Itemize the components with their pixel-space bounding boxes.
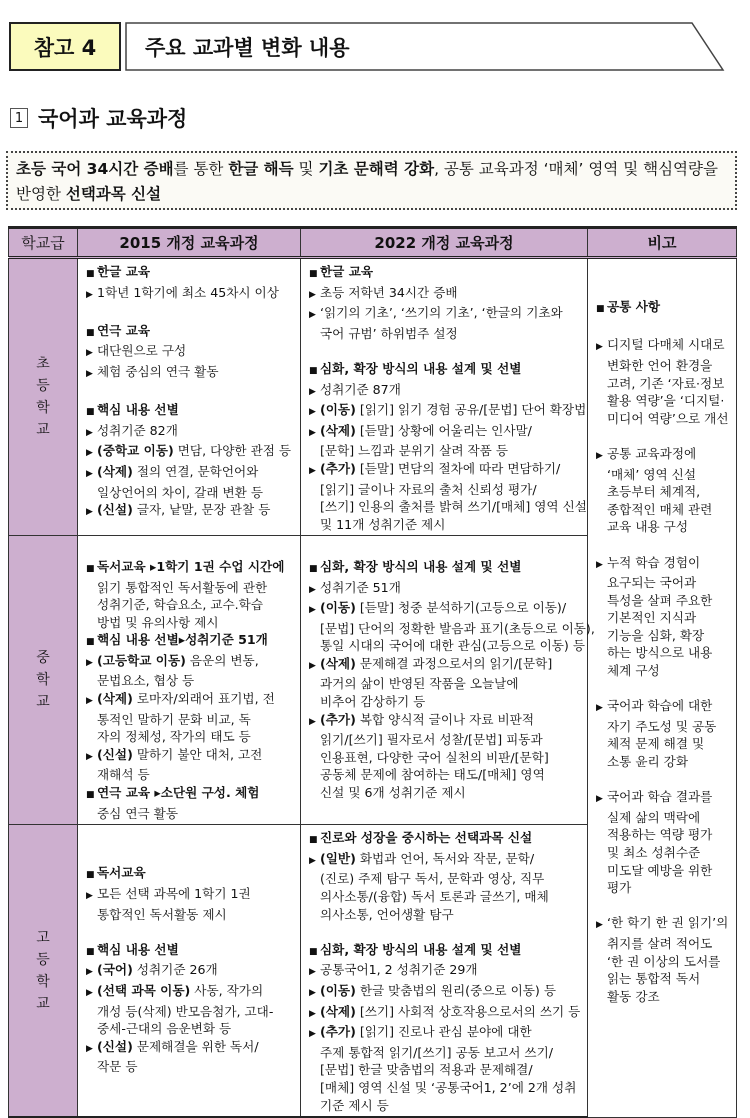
list-item-continuation: 중심 연극 활동 bbox=[97, 805, 178, 821]
list-item-continuation: 방법 및 유의사항 제시 bbox=[97, 614, 219, 630]
triangle-bullet-icon: ▶ bbox=[86, 348, 93, 359]
triangle-bullet-icon: ▶ bbox=[86, 427, 93, 438]
list-item: ▶ 모든 선택 과목에 1학기 1권 bbox=[86, 885, 296, 906]
spacer bbox=[596, 680, 732, 698]
list-item-continuation: 개성 등(삭제) 반모음첨가, 고대- bbox=[97, 1003, 274, 1019]
item-heading: ■ 심화, 확장 방식의 내용 설계 및 선별 bbox=[309, 941, 583, 962]
list-item-continuation: 미디어 역량’으로 개선 bbox=[607, 410, 729, 426]
cell-2022-high bbox=[301, 825, 588, 1117]
list-item-continuation: 기본적인 지식과 bbox=[607, 610, 697, 626]
triangle-bullet-icon: ▶ bbox=[86, 468, 93, 479]
triangle-bullet-icon: ▶ bbox=[309, 1008, 316, 1019]
summary-text: 를 통한 bbox=[173, 160, 229, 178]
list-item: ▶ (삭제) 로마자/외래어 표기법, 전 bbox=[86, 690, 296, 711]
cell-2015-high bbox=[78, 825, 301, 1117]
triangle-bullet-icon: ▶ bbox=[596, 450, 603, 461]
list-item: ▶ (추가) 복합 양식적 글이나 자료 비판적 bbox=[309, 711, 583, 732]
list-item-continuation: (진로) 주제 탐구 독서, 문학과 영상, 직무 bbox=[320, 871, 545, 887]
item-heading: ■ 진로와 성장을 중시하는 선택과목 신설 bbox=[309, 829, 583, 850]
triangle-bullet-icon: ▶ bbox=[86, 1043, 93, 1054]
spacer bbox=[596, 263, 732, 281]
triangle-bullet-icon: ▶ bbox=[309, 716, 316, 727]
list-item-continuation: 평가 bbox=[607, 880, 632, 896]
triangle-bullet-icon: ▶ bbox=[596, 342, 603, 353]
list-item-continuation: 주제 통합적 읽기/[쓰기] 공동 보고서 쓰기/ bbox=[320, 1044, 553, 1060]
list-item: ▶ (삭제) [듣말] 상황에 어울리는 인사말/ bbox=[309, 422, 583, 443]
spacer bbox=[309, 540, 583, 558]
level-label: 초등학교 bbox=[36, 356, 50, 439]
list-item-continuation: 읽기/[쓰기] 필자로서 성찰/[문법] 피동과 bbox=[320, 732, 543, 748]
list-item: ▶ 대단원으로 구성 bbox=[86, 342, 296, 363]
table-header-row bbox=[9, 228, 737, 258]
list-item-continuation: 공동체 문제에 참여하는 태도/[매체] 영역 bbox=[320, 767, 545, 783]
triangle-bullet-icon: ▶ bbox=[309, 855, 316, 866]
item-heading: ■ 심화, 확장 방식의 내용 설계 및 선별 bbox=[309, 360, 583, 381]
list-item: ▶ 성취기준 82개 bbox=[86, 422, 296, 443]
triangle-bullet-icon: ▶ bbox=[309, 465, 316, 476]
triangle-bullet-icon: ▶ bbox=[309, 660, 316, 671]
triangle-bullet-icon: ▶ bbox=[309, 407, 316, 418]
summary-text: 기초 문해력 강화 bbox=[318, 160, 435, 178]
square-bullet-icon: ■ bbox=[86, 407, 95, 418]
spacer bbox=[86, 304, 296, 322]
list-item-continuation: 및 11개 성취기준 제시 bbox=[320, 516, 446, 532]
list-item-continuation: 의사소통/(융합) 독서 토론과 글쓰기, 매체 bbox=[320, 889, 549, 904]
list-item-continuation: 변화한 언어 환경을 bbox=[607, 357, 713, 373]
spacer bbox=[596, 536, 732, 554]
list-item: ▶ 국어과 학습 결과를 bbox=[596, 788, 732, 809]
item-heading: ■ 핵심 내용 선별 bbox=[86, 401, 296, 422]
list-item-continuation: 활용 역량’을 ‘디지털· bbox=[607, 393, 725, 409]
list-item: ▶ 성취기준 51개 bbox=[309, 579, 583, 600]
list-item-continuation: 체적 문제 해결 및 bbox=[607, 736, 705, 752]
triangle-bullet-icon: ▶ bbox=[309, 310, 316, 321]
spacer bbox=[309, 923, 583, 941]
list-item: ▶ 공통 교육과정에 bbox=[596, 445, 732, 466]
triangle-bullet-icon: ▶ bbox=[309, 584, 316, 595]
section-number: 1 bbox=[10, 108, 28, 128]
table-row-elementary bbox=[9, 258, 737, 536]
section-title: 국어과 교육과정 bbox=[38, 107, 188, 131]
list-item: ▶ (이동) 한글 맞춤법의 원리(중으로 이동) 등 bbox=[309, 982, 583, 1003]
header-2015: 2015 개정 교육과정 bbox=[78, 228, 301, 258]
list-item-continuation: 초등부터 체계적, bbox=[607, 484, 701, 500]
list-item-continuation: 읽기 통합적인 독서활동에 관한 bbox=[97, 579, 268, 595]
list-item: ▶ (신설) 말하기 불안 대처, 고전 bbox=[86, 746, 296, 767]
item-heading: ■ 한글 교육 bbox=[309, 263, 583, 284]
list-item-continuation: 성취기준, 학습요소, 교수.학습 bbox=[97, 597, 264, 613]
list-item-continuation: 활동 강조 bbox=[607, 988, 660, 1004]
list-item-continuation: 기능을 심화, 확장 bbox=[607, 627, 705, 643]
summary-box bbox=[6, 151, 737, 210]
list-item: ▶ 국어과 학습에 대한 bbox=[596, 697, 732, 718]
list-item: ▶ 누적 학습 경험이 bbox=[596, 554, 732, 575]
square-bullet-icon: ■ bbox=[309, 269, 318, 279]
list-item-continuation: 취지를 살려 적어도 bbox=[607, 935, 713, 951]
cell-2015-elementary bbox=[78, 258, 301, 536]
list-item-continuation: 실제 삶의 맥락에 bbox=[607, 809, 701, 825]
spacer bbox=[86, 540, 296, 558]
list-item: ▶ (국어) 성취기준 26개 bbox=[86, 961, 296, 982]
item-heading: ■ 연극 교육 ▸소단원 구성. 체험 bbox=[86, 784, 296, 805]
list-item: ▶ ‘한 학기 한 권 읽기’의 bbox=[596, 914, 732, 935]
square-bullet-icon: ■ bbox=[309, 365, 318, 376]
header-level: 학교급 bbox=[9, 228, 78, 258]
list-item-continuation: 통적인 말하기 문화 비교, 독 bbox=[97, 711, 251, 727]
list-item-continuation: ‘한 권 이상의 도서를 bbox=[607, 953, 721, 969]
triangle-bullet-icon: ▶ bbox=[596, 559, 603, 570]
list-item-continuation: [매체] 영역 신설 및 ‘공통국어1, 2’에 2개 성취 bbox=[320, 1079, 577, 1095]
triangle-bullet-icon: ▶ bbox=[86, 657, 93, 668]
level-label: 중학교 bbox=[36, 650, 50, 711]
header-2022: 2022 개정 교육과정 bbox=[301, 228, 588, 258]
list-item: ▶ (삭제) 절의 연결, 문학언어와 bbox=[86, 463, 296, 484]
list-item: ▶ (신설) 글자, 낱말, 문장 관찰 등 bbox=[86, 501, 296, 522]
triangle-bullet-icon: ▶ bbox=[86, 448, 93, 459]
list-item-continuation: 요구되는 국어과 bbox=[607, 575, 697, 591]
spacer bbox=[596, 897, 732, 915]
level-label: 고등학교 bbox=[36, 929, 50, 1012]
page-title: 주요 교과별 변화 내용 bbox=[145, 36, 350, 60]
cell-notes bbox=[588, 258, 737, 1118]
list-item-continuation: [문법] 한글 맞춤법의 적용과 문제해결/ bbox=[320, 1062, 533, 1078]
list-item: ▶ (추가) [듣말] 면담의 절차에 따라 면담하기/ bbox=[309, 460, 583, 481]
triangle-bullet-icon: ▶ bbox=[596, 920, 603, 931]
list-item-continuation: 의사소통, 언어생활 탐구 bbox=[320, 906, 454, 922]
item-heading: ■ 핵심 내용 선별 bbox=[86, 941, 296, 962]
list-item-continuation: 읽는 통합적 독서 bbox=[607, 971, 701, 987]
level-middle bbox=[9, 536, 78, 825]
list-item: ▶ (삭제) [쓰기] 사회적 상호작용으로서의 쓰기 등 bbox=[309, 1003, 583, 1024]
list-item: ▶ 공통국어1, 2 성취기준 29개 bbox=[309, 961, 583, 982]
cell-2015-middle bbox=[78, 536, 301, 825]
list-item-continuation: 미도달 예방을 위한 bbox=[607, 862, 713, 878]
spacer bbox=[596, 281, 732, 299]
list-item-continuation: 하는 방식으로 내용 bbox=[607, 645, 713, 661]
item-heading: ■ 핵심 내용 선별▸성취기준 51개 bbox=[86, 631, 296, 652]
list-item-continuation: ‘매체’ 영역 신설 bbox=[607, 466, 697, 482]
square-bullet-icon: ■ bbox=[309, 946, 318, 957]
item-heading: ■ 심화, 확장 방식의 내용 설계 및 선별 bbox=[309, 558, 583, 579]
list-item: ▶ (이동) [듣말] 청중 분석하기(고등으로 이동)/ bbox=[309, 599, 583, 620]
list-item-continuation: 체계 구성 bbox=[607, 663, 660, 679]
triangle-bullet-icon: ▶ bbox=[86, 751, 93, 762]
page-title-box bbox=[125, 22, 725, 71]
list-item: ▶ (일반) 화법과 언어, 독서와 작문, 문학/ bbox=[309, 850, 583, 871]
list-item-continuation: 소통 윤리 강화 bbox=[607, 754, 688, 770]
list-item-continuation: 기준 제시 등 bbox=[320, 1097, 389, 1113]
item-heading: ■ 독서교육 bbox=[86, 864, 296, 885]
list-item-continuation: 국어 규범’ 하위범주 설정 bbox=[320, 325, 458, 341]
square-bullet-icon: ■ bbox=[86, 563, 95, 574]
list-item-continuation: [쓰기] 인용의 출처를 밝혀 쓰기/[매체] 영역 신설 bbox=[320, 499, 587, 515]
triangle-bullet-icon: ▶ bbox=[86, 891, 93, 901]
list-item-continuation: [문법] 단어의 정확한 발음과 표기(초등으로 이동), bbox=[320, 620, 595, 636]
list-item-continuation: [읽기] 글이나 자료의 출처 신뢰성 평가/ bbox=[320, 481, 537, 497]
square-bullet-icon: ■ bbox=[86, 269, 95, 279]
list-item: ▶ ‘읽기의 기초’, ‘쓰기의 기초’, ‘한글의 기초와 bbox=[309, 304, 583, 325]
triangle-bullet-icon: ▶ bbox=[596, 703, 603, 714]
list-item: ▶ 초등 저학년 34시간 증배 bbox=[309, 284, 583, 305]
cell-2022-middle bbox=[301, 536, 595, 825]
list-item-continuation: 및 최소 성취수준 bbox=[607, 845, 701, 860]
square-bullet-icon: ■ bbox=[86, 946, 95, 957]
item-heading: ■ 독서교육 ▸1학기 1권 수업 시간에 bbox=[86, 558, 296, 579]
triangle-bullet-icon: ▶ bbox=[309, 1029, 316, 1040]
triangle-bullet-icon: ▶ bbox=[86, 696, 93, 707]
square-bullet-icon: ■ bbox=[309, 563, 318, 574]
list-item: ▶ 성취기준 87개 bbox=[309, 381, 583, 402]
section-heading bbox=[10, 103, 187, 133]
list-item-continuation: 고려, 기존 ‘자료·정보 bbox=[607, 375, 725, 391]
list-item: ▶ (선택 과목 이동) 사동, 작가의 bbox=[86, 982, 296, 1003]
spacer bbox=[86, 923, 296, 941]
spacer bbox=[596, 427, 732, 445]
cell-2022-elementary bbox=[301, 258, 588, 536]
spacer bbox=[86, 829, 296, 847]
triangle-bullet-icon: ▶ bbox=[86, 967, 93, 978]
triangle-bullet-icon: ▶ bbox=[86, 987, 93, 998]
list-item-continuation: 중세-근대의 음운변화 등 bbox=[97, 1021, 232, 1037]
list-item: ▶ (고등학교 이동) 음운의 변동, bbox=[86, 652, 296, 673]
list-item-continuation: 재해석 등 bbox=[97, 767, 150, 783]
square-bullet-icon: ■ bbox=[86, 327, 95, 338]
list-item: ▶ (삭제) 문제해결 과정으로서의 읽기/[문학] bbox=[309, 655, 583, 676]
triangle-bullet-icon: ▶ bbox=[309, 987, 316, 998]
triangle-bullet-icon: ▶ bbox=[309, 427, 316, 438]
summary-text: 초등 국어 34시간 증배 bbox=[16, 160, 174, 178]
list-item: ▶ (신설) 문제해결을 위한 독서/ bbox=[86, 1038, 296, 1059]
summary-text: 선택과목 신설 bbox=[65, 185, 162, 203]
item-heading: ■ 연극 교육 bbox=[86, 322, 296, 343]
spacer bbox=[86, 384, 296, 402]
square-bullet-icon: ■ bbox=[596, 304, 605, 315]
item-heading: ■ 공통 사항 bbox=[596, 298, 732, 319]
list-item-continuation: 자의 정체성, 작가의 태도 등 bbox=[97, 729, 251, 745]
list-item: ▶ (추가) [읽기] 진로나 관심 분야에 대한 bbox=[309, 1023, 583, 1044]
list-item-continuation: 통합적인 독서활동 제시 bbox=[97, 906, 227, 922]
list-item-continuation: 자기 주도성 및 공동 bbox=[607, 718, 717, 734]
list-item-continuation: 통일 시대의 국어에 대한 관심(고등으로 이동) 등 bbox=[320, 638, 585, 654]
reference-tag: 참고 4 bbox=[9, 22, 121, 71]
square-bullet-icon: ■ bbox=[86, 637, 95, 648]
spacer bbox=[86, 847, 296, 865]
triangle-bullet-icon: ▶ bbox=[309, 289, 316, 300]
list-item-continuation: 특성을 살펴 주요한 bbox=[607, 592, 713, 608]
triangle-bullet-icon: ▶ bbox=[86, 368, 93, 379]
list-item: ▶ 1학년 1학기에 최소 45차시 이상 bbox=[86, 284, 296, 305]
triangle-bullet-icon: ▶ bbox=[309, 386, 316, 397]
list-item: ▶ (이동) [읽기] 읽기 경험 공유/[문법] 단어 확장법 bbox=[309, 401, 583, 422]
square-bullet-icon: ■ bbox=[309, 835, 318, 846]
list-item-continuation: 인용표현, 다양한 국어 실천의 비판/[문학] bbox=[320, 749, 549, 765]
list-item-continuation: 작문 등 bbox=[97, 1059, 138, 1075]
triangle-bullet-icon: ▶ bbox=[86, 289, 93, 300]
curriculum-table bbox=[8, 226, 737, 1118]
summary-text: , 공통 교육과정 ‘매체’ 영역 및 핵심역량을 반영한 bbox=[16, 160, 718, 203]
spacer bbox=[596, 771, 732, 789]
triangle-bullet-icon: ▶ bbox=[86, 507, 93, 518]
list-item-continuation: 신설 및 6개 성취기준 제시 bbox=[320, 785, 466, 801]
list-item: ▶ 체험 중심의 연극 활동 bbox=[86, 363, 296, 384]
item-heading: ■ 한글 교육 bbox=[86, 263, 296, 284]
list-item-continuation: [문학] 느낌과 분위기 살려 작품 등 bbox=[320, 443, 508, 459]
summary-text: 한글 해득 bbox=[228, 160, 294, 178]
level-high bbox=[9, 825, 78, 1117]
list-item-continuation: 비추어 감상하기 등 bbox=[320, 694, 426, 710]
summary-text: 및 bbox=[293, 160, 319, 178]
square-bullet-icon: ■ bbox=[86, 790, 95, 801]
triangle-bullet-icon: ▶ bbox=[309, 605, 316, 616]
list-item-continuation: 일상언어의 차이, 갈래 변환 등 bbox=[97, 484, 264, 500]
list-item-continuation: 문법요소, 협상 등 bbox=[97, 673, 195, 689]
list-item: ▶ (중학교 이동) 면담, 다양한 관점 등 bbox=[86, 442, 296, 463]
triangle-bullet-icon: ▶ bbox=[309, 967, 316, 978]
list-item: ▶ 디지털 다매체 시대로 bbox=[596, 336, 732, 357]
square-bullet-icon: ■ bbox=[86, 870, 95, 881]
spacer bbox=[596, 319, 732, 337]
list-item-continuation: 적용하는 역량 평가 bbox=[607, 827, 713, 843]
header-notes: 비고 bbox=[588, 228, 737, 258]
list-item-continuation: 교육 내용 구성 bbox=[607, 519, 688, 535]
level-elementary bbox=[9, 258, 78, 536]
list-item-continuation: 종합적인 매체 관련 bbox=[607, 501, 713, 517]
list-item-continuation: 과거의 삶이 반영된 작품을 오늘날에 bbox=[320, 676, 519, 692]
spacer bbox=[309, 342, 583, 360]
triangle-bullet-icon: ▶ bbox=[596, 794, 603, 805]
